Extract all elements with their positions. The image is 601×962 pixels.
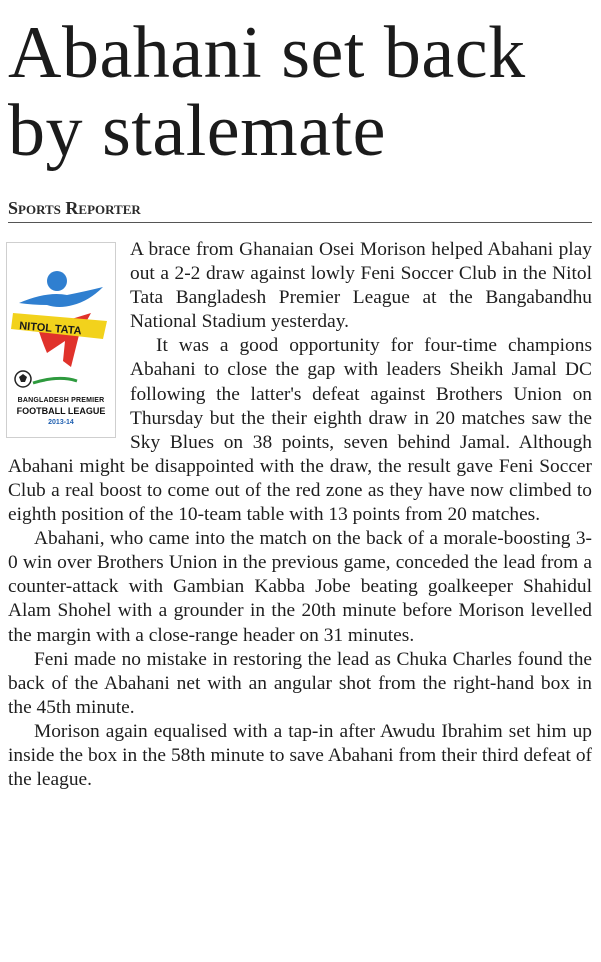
article-body <box>8 238 592 792</box>
byline: Sports Reporter <box>8 198 592 223</box>
paragraph-3: Abahani, who came into the match on the back of a morale-boosting 3-0 win over Brothers Union in the previous game, conceded the lead from a counter-attack with Gambian Kabba Jobe beating goalkeeper Shahidul Alam Shohel with a grounder in the 20th minute before Morison levelled the margin with a close-range header on 31 minutes. <box>8 528 592 646</box>
sponsor-label: NITOL TATA <box>18 320 83 338</box>
season-label: 2013-14 <box>48 419 74 426</box>
paragraph-1: A brace from Ghanaian Osei Morison helped Abahani play out a 2-2 draw against lowly Feni Soccer Club in the Nitol Tata Bangladesh Premier League at the Bangabandhu National Stadium yesterday. <box>130 239 592 333</box>
paragraph-4: Feni made no mistake in restoring the lead as Chuka Charles found the back of the Abahani net with an angular shot from the right-hand box in the 45th minute. <box>8 648 592 718</box>
paragraph-5: Morison again equalised with a tap-in after Awudu Ibrahim set him up inside the box in the 58th minute to save Abahani from their third defeat of the league. <box>8 720 592 791</box>
logo-spacer <box>8 238 130 444</box>
paragraph-2: It was a good opportunity for four-time champions Abahani to close the gap with leaders Sheikh Jamal DC following the latter's defeat against Brothers Union on Thursday but the their eighth draw in 20 matches saw the Sky Blues on 38 points, seven behind Jamal. Although Abahani might be disappointed with the draw, the result gave Feni Soccer Club a real boost to come out of the red zone as they have now climbed to eighth position of the 10-team table with 13 points from 20 matches. <box>8 335 592 526</box>
league-name-line2: FOOTBALL LEAGUE <box>16 406 106 416</box>
headline: Abahani set back by stalemate <box>8 12 526 172</box>
league-name-line1: BANGLADESH PREMIER <box>17 397 105 404</box>
